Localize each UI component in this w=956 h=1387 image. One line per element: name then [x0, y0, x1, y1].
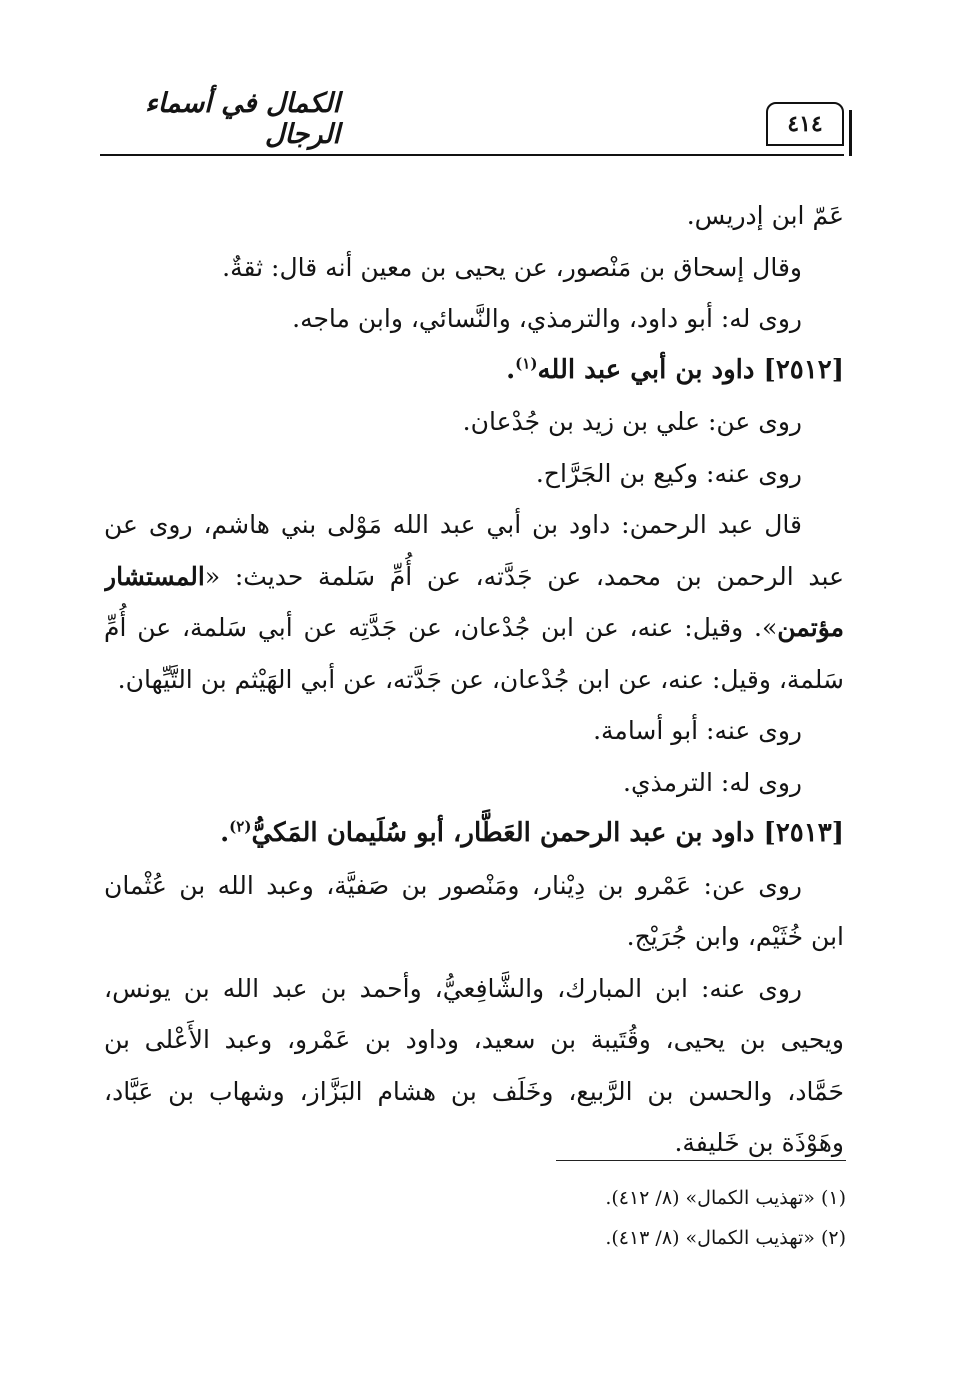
footnote-rule	[556, 1160, 846, 1161]
text-line: وهَوْذَة بن خَليفة.	[674, 1128, 844, 1157]
text-span: ». وقيل: عنه، عن ابن جُدْعان، عن جَدَّتِه عن أبي سَلمة، عن أُمِّ	[104, 613, 778, 642]
footnotes	[500, 1178, 846, 1258]
entry-heading-2513: [٢٥١٣] داود بن عبد الرحمن العَطَّار، أبو سُلَيمان المَكيُّ$^{(٢)}$.	[220, 817, 844, 848]
entry-heading-2512: [٢٥١٢] داود بن أبي عبد الله$^{(١)}$.	[506, 353, 844, 385]
text-line: قال عبد الرحمن: داود بن أبي عبد الله مَوْلى بني هاشم، روى عن	[104, 510, 802, 539]
text-line: روى له: الترمذي.	[623, 767, 802, 797]
page-number: ٤١٤	[766, 102, 844, 146]
entry-number: [٢٥١٣]	[763, 818, 844, 848]
text-line: عَمّ ابن إدريس.	[686, 201, 844, 230]
text-line: روى عنه: ابن المبارك، والشَّافِعيُّ، وأحمد بن عبد الله بن يونس،	[104, 973, 802, 1003]
text-line: حَمَّاد، والحسن بن الرَّبيع، وخَلَف بن هشام البَزَّاز، وشهاب بن عَبَّاد،	[104, 1076, 844, 1106]
footnote-ref: (١)	[515, 353, 538, 372]
text-line: روى عن: عَمْرو بن دِيْنار، ومَنْصور بن صَفيَّة، وعبد الله بن عُثْمان	[104, 870, 802, 900]
entry-name: داود بن أبي عبد الله	[537, 354, 755, 385]
entry-number: [٢٥١٢]	[763, 354, 844, 385]
page-header	[100, 90, 844, 156]
footnote-2: (٢) «تهذيب الكمال» (٨/ ٤١٣).	[605, 1227, 846, 1249]
hadith-text: المستشار	[104, 561, 205, 591]
text-line: روى عن: علي بن زيد بن جُدْعان.	[462, 407, 802, 436]
text-line: ابن خُثَيْم، وابن جُرَيْج.	[626, 922, 844, 951]
footnote-ref: (٢)	[229, 817, 252, 836]
entry-name: داود بن عبد الرحمن العَطَّار، أبو سُلَيمان المَكيُّ	[251, 818, 755, 848]
hadith-text: مؤتمن	[777, 613, 844, 642]
running-title: الكمال في أسماء الرجال	[145, 88, 340, 150]
text-line	[104, 551, 844, 603]
text-line	[104, 602, 844, 654]
text-line: وقال إسحاق بن مَنْصور، عن يحيى بن معين أنه قال: ثقةٌ.	[222, 252, 802, 282]
text-line: ويحيى بن يحيى، وقُتَيبة بن سعيد، وداود بن عَمْرو، وعبد الأَعْلى بن	[104, 1025, 844, 1054]
text-line: روى له: أبو داود، والترمذي، والنَّسائي، وابن ماجه.	[292, 304, 802, 333]
footnote-1: (١) «تهذيب الكمال» (٨/ ٤١٢).	[605, 1187, 846, 1209]
main-text	[104, 190, 844, 1169]
text-line: سَلمة، وقيل: عنه، عن ابن جُدْعان، عن جَدَّته، عن أبي الهَيْثم بن التَّيِّهان.	[117, 664, 844, 694]
text-span: عبد الرحمن بن محمد، عن جَدَّته، عن أُمِّ سَلمة حديث: «	[204, 561, 844, 591]
text-line: روى عنه: أبو أسامة.	[593, 716, 802, 745]
text-line: روى عنه: وكيع بن الجَرَّاح.	[535, 458, 802, 488]
header-rule	[100, 154, 844, 156]
